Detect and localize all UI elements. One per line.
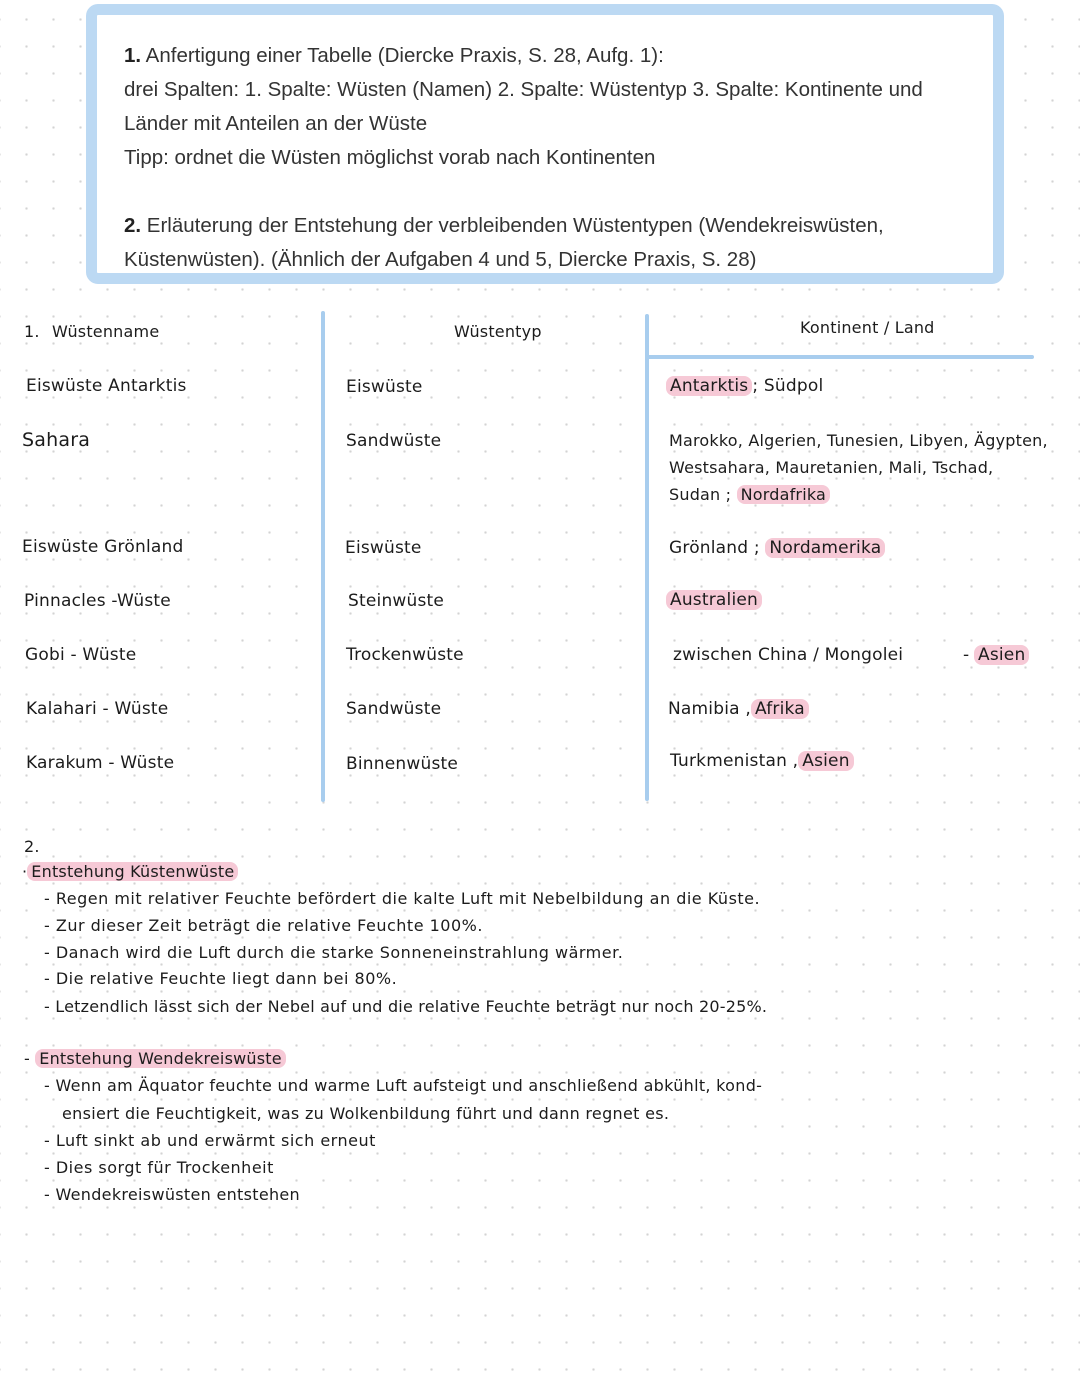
task-1-tip: Tipp: ordnet die Wüsten möglichst vorab nach Kontinenten	[124, 146, 656, 169]
header-underline	[646, 355, 1034, 359]
row-3-region: Grönland ; Nordamerika	[669, 538, 885, 558]
task-1-line-3: Länder mit Anteilen an der Wüste	[124, 112, 428, 135]
row-2-name: Sahara	[22, 429, 91, 451]
kuesten-heading: · Entstehung Küstenwüste	[22, 862, 238, 881]
row-1-region: Antarktis ; Südpol	[666, 376, 823, 396]
row-5-type: Trockenwüste	[346, 645, 464, 665]
row-2-type: Sandwüste	[346, 431, 442, 451]
row-5-continent: Asien	[974, 645, 1029, 665]
row-3-type: Eiswüste	[345, 538, 422, 558]
row-2-region-line-3: Sudan ; Nordafrika	[669, 485, 830, 504]
row-4-type: Steinwüste	[348, 591, 445, 611]
header-desert-name: Wüstenname	[52, 322, 160, 341]
task-1-heading: 1. Anfertigung einer Tabelle (Diercke Praxis, S. 28, Aufg. 1):	[124, 44, 664, 67]
row-4-name: Pinnacles -Wüste	[24, 591, 171, 611]
row-1-name: Eiswüste Antarktis	[26, 376, 187, 396]
row-6-name: Kalahari - Wüste	[26, 699, 169, 719]
task-2-line-2: Küstenwüsten). (Ähnlich der Aufgaben 4 und 5, Diercke Praxis, S. 28)	[124, 248, 757, 271]
row-6-type: Sandwüste	[346, 699, 442, 719]
row-3-name: Eiswüste Grönland	[22, 537, 184, 557]
row-4-region: Australien	[666, 590, 762, 610]
wendekreis-heading: - Entstehung Wendekreiswüste	[24, 1049, 286, 1068]
row-5-name: Gobi - Wüste	[25, 645, 137, 665]
kuesten-line-4: - Die relative Feuchte liegt dann bei 80%.	[44, 969, 398, 988]
kuesten-line-3: - Danach wird die Luft durch die starke Sonneneinstrahlung wärmer.	[44, 943, 624, 962]
row-7-region: Turkmenistan , Asien	[670, 751, 854, 771]
section-2-number: 2.	[24, 837, 40, 856]
row-2-region-line-1: Marokko, Algerien, Tunesien, Libyen, Ägypten,	[669, 431, 1048, 450]
task-1-line-2: drei Spalten: 1. Spalte: Wüsten (Namen) 2. Spalte: Wüstentyp 3. Spalte: Kontinente und	[124, 78, 923, 101]
kuesten-line-5: - Letzendlich lässt sich der Nebel auf und die relative Feuchte beträgt nur noch 20-25%.	[44, 997, 768, 1016]
wendekreis-line-5: - Wendekreiswüsten entstehen	[44, 1185, 300, 1204]
header-continent-country: Kontinent / Land	[800, 318, 935, 337]
kuesten-line-1: - Regen mit relativer Feuchte befördert die kalte Luft mit Nebelbildung an die Küste.	[44, 889, 761, 908]
row-5-separator: -	[963, 645, 970, 665]
table-number: 1.	[24, 322, 40, 341]
row-2-region-line-2: Westsahara, Mauretanien, Mali, Tschad,	[669, 458, 994, 477]
wendekreis-line-2: ensiert die Feuchtigkeit, was zu Wolkenbildung führt und dann regnet es.	[62, 1104, 670, 1123]
column-divider-2	[645, 314, 649, 801]
header-desert-type: Wüstentyp	[454, 322, 542, 341]
task-2-heading: 2. Erläuterung der Entstehung der verbleibenden Wüstentypen (Wendekreiswüsten,	[124, 214, 884, 237]
column-divider-1	[321, 311, 325, 802]
row-5-region-text: zwischen China / Mongolei	[673, 645, 904, 665]
row-1-type: Eiswüste	[346, 377, 423, 397]
wendekreis-line-4: - Dies sorgt für Trockenheit	[44, 1158, 274, 1177]
wendekreis-line-1: - Wenn am Äquator feuchte und warme Luft aufsteigt und anschließend abkühlt, kond-	[44, 1076, 763, 1095]
row-7-type: Binnenwüste	[346, 754, 459, 774]
wendekreis-line-3: - Luft sinkt ab und erwärmt sich erneut	[44, 1131, 376, 1150]
row-6-region: Namibia , Afrika	[668, 699, 809, 719]
task-box	[86, 4, 1004, 284]
kuesten-line-2: - Zur dieser Zeit beträgt die relative Feuchte 100%.	[44, 916, 483, 935]
row-7-name: Karakum - Wüste	[26, 753, 175, 773]
